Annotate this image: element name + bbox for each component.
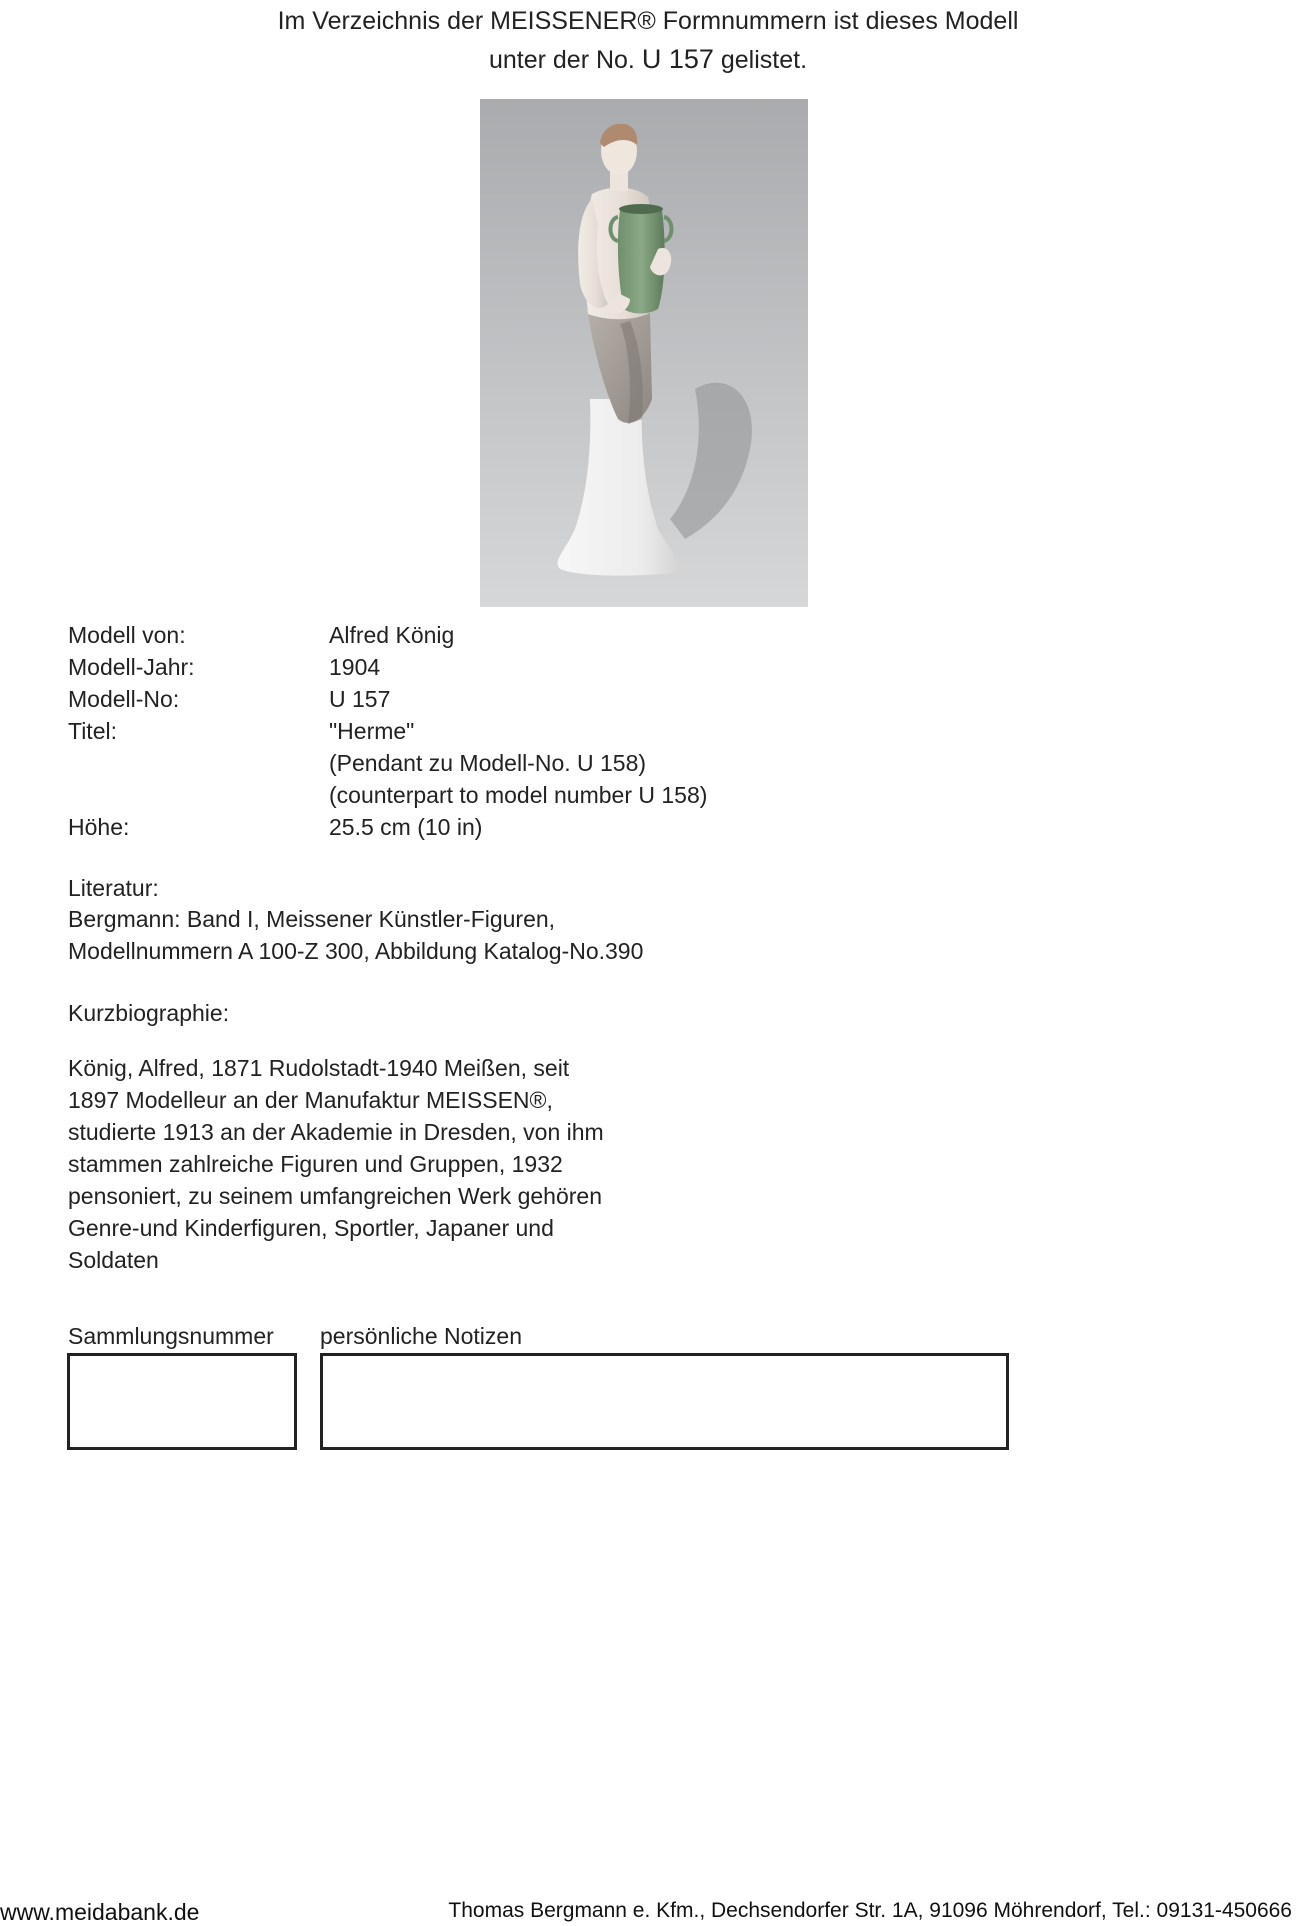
notizen-box[interactable]: [320, 1353, 1009, 1450]
titel-note-de: (Pendant zu Modell-No. U 158): [329, 750, 647, 776]
titel-label: Titel:: [68, 718, 117, 744]
hoehe-value: 25.5 cm (10 in): [329, 814, 483, 840]
model-number: U 157: [641, 44, 714, 74]
biography-label: Kurzbiographie:: [68, 1000, 230, 1026]
biography-line: Soldaten: [68, 1247, 159, 1273]
notizen-label: persönliche Notizen: [320, 1323, 523, 1349]
header-line-2-suffix: gelistet.: [720, 46, 808, 74]
footer-address: Thomas Bergmann e. Kfm., Dechsendorfer Str. 1A, 91096 Möhrendorf, Tel.: 09131-450666: [448, 1899, 1292, 1922]
footer-website[interactable]: www.meidabank.de: [0, 1899, 200, 1925]
modell-von-value: Alfred König: [329, 622, 455, 648]
biography-line: Genre-und Kinderfiguren, Sportler, Japaner und: [68, 1215, 554, 1241]
modell-no-value: U 157: [329, 686, 391, 712]
modell-no-label: Modell-No:: [68, 686, 180, 712]
sammlungsnummer-label: Sammlungsnummer: [68, 1323, 274, 1349]
header-line-1: Im Verzeichnis der MEISSENER® Formnummern ist dieses Modell: [277, 7, 1019, 35]
biography-line: 1897 Modelleur an der Manufaktur MEISSEN®,: [68, 1087, 553, 1113]
modell-jahr-label: Modell-Jahr:: [68, 654, 195, 680]
biography-line: stammen zahlreiche Figuren und Gruppen, 1932: [68, 1151, 563, 1177]
biography-line: pensoniert, zu seinem umfangreichen Werk gehören: [68, 1183, 602, 1209]
header-line-2: [0, 40, 1296, 79]
hoehe-label: Höhe:: [68, 814, 130, 840]
biography-line: König, Alfred, 1871 Rudolstadt-1940 Meißen, seit: [68, 1055, 570, 1081]
sammlungsnummer-box[interactable]: [67, 1353, 297, 1450]
literatur-label: Literatur:: [68, 875, 159, 901]
titel-note-en: (counterpart to model number U 158): [329, 782, 708, 808]
header-line-2-prefix: unter der No.: [488, 46, 635, 74]
literatur-line-1: Bergmann: Band I, Meissener Künstler-Figuren,: [68, 906, 556, 932]
modell-von-label: Modell von:: [68, 622, 186, 648]
literatur-line-2: Modellnummern A 100-Z 300, Abbildung Katalog-No.390: [68, 938, 644, 964]
biography-line: studierte 1913 an der Akademie in Dresden, von ihm: [68, 1119, 604, 1145]
figurine-photo: [480, 99, 808, 607]
titel-value: "Herme": [329, 718, 415, 744]
modell-jahr-value: 1904: [329, 654, 381, 680]
